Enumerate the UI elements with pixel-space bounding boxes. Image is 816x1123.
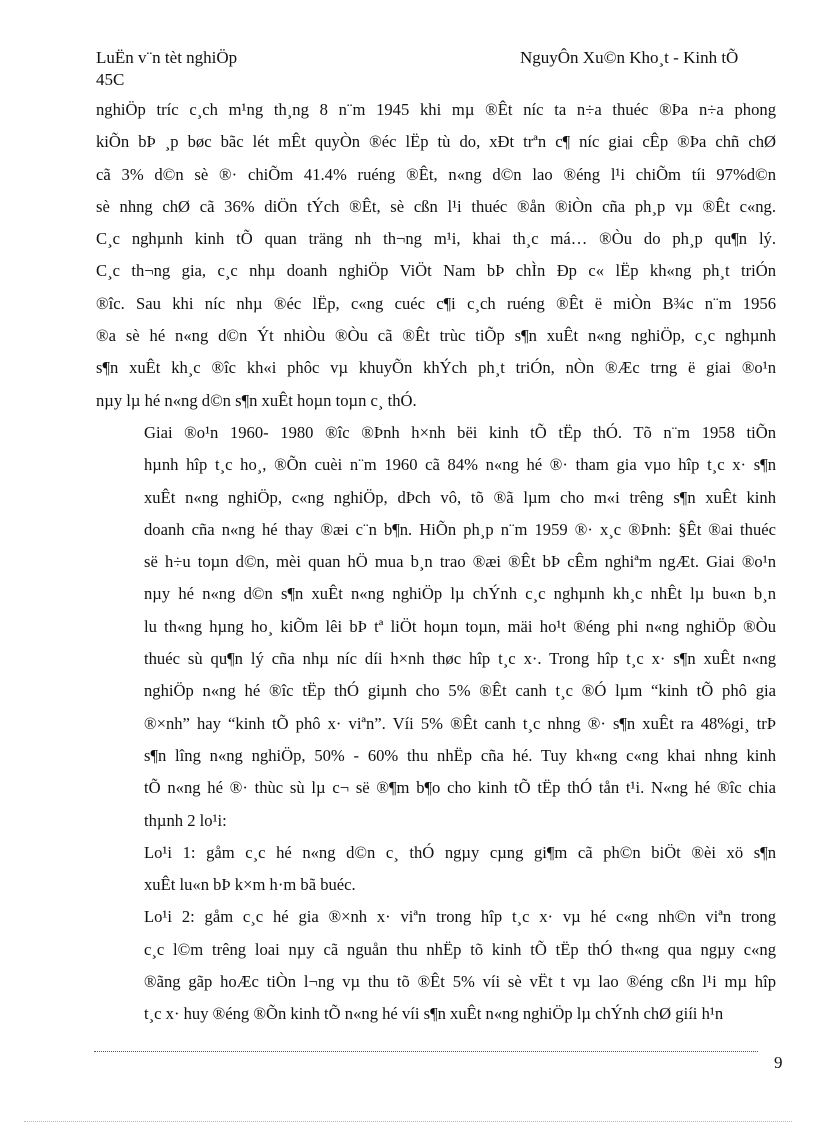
thesis-title: LuËn v¨n tèt nghiÖp: [96, 48, 238, 67]
paragraph-2: [96, 417, 776, 837]
footer-divider: [94, 1051, 758, 1052]
class-code: 45C: [96, 70, 125, 89]
text-line: nghiÖp tríc c¸ch m¹ng th¸ng 8 n¨m 1945 khi mµ ®Êt níc ta n÷a thuéc ®Þa n÷a phong: [96, 100, 776, 119]
page-number: 9: [774, 1053, 783, 1072]
text-line: s¶n xuÊt kh¸c ®îc kh«i phôc vµ khuyÕn khÝch ph¸t triÓn, nÒn ®Æc trng ë giai ®o¹n: [96, 358, 776, 378]
text-line: doanh cña n«ng hé thay ®æi c¨n b¶n. HiÕn ph¸p n¨m 1959 ®· x¸c ®Þnh: §Êt ®ai thuéc: [144, 519, 776, 539]
text-line: xuÊt lu«n bÞ k×m h·m bã buéc.: [144, 875, 356, 895]
paragraph-4: [96, 901, 776, 1030]
text-line: C¸c nghµnh kinh tÕ quan träng nh th¬ng m¹i, khai th¸c má… ®Òu do ph¸p qu¶n lý.: [96, 229, 776, 249]
text-line: kiÕn bÞ ¸p bøc bãc lét mÊt quyÒn ®éc lËp tù do, xÐt trªn c¶ níc giai cÊp ®Þa chñ chØ: [96, 132, 776, 152]
text-line: Lo¹i 2: gåm c¸c hé gia ®×nh x· viªn trong hîp t¸c x· vµ hé c«ng nh©n viªn trong: [144, 907, 776, 927]
text-line: lu th«ng hµng ho¸ kiÕm lêi bÞ tª liÖt hoµn toµn, mäi ho¹t ®éng phi n«ng nghiÖp ®Òu: [144, 616, 776, 636]
header-left: [96, 47, 237, 91]
body-text: [96, 94, 776, 1031]
text-line: Giai ®o¹n 1960- 1980 ®îc ®Þnh h×nh bëi kinh tÕ tËp thÓ. Tõ n¨m 1958 tiÕn: [144, 422, 776, 442]
text-line: tÕ n«ng hé ®· thùc sù lµ c¬ së ®¶m b¶o cho kinh tÕ tËp thÓ tån t¹i. N«ng hé ®îc chia: [144, 778, 776, 798]
text-line: C¸c th¬ng gia, c¸c nhµ doanh nghiÖp ViÖt Nam bÞ chÌn Ðp c« lËp kh«ng ph¸t triÓn: [96, 261, 776, 281]
text-line: c¸c l©m trêng loai nµy cã nguån thu nhËp tõ kinh tÕ tËp thÓ th«ng qua ngµy c«ng: [144, 939, 776, 959]
text-line: nµy lµ hé n«ng d©n s¶n xuÊt hoµn toµn c¸ thÓ.: [96, 390, 417, 410]
paragraph-1: [96, 94, 776, 417]
text-line: s¶n lîng n«ng nghiÖp, 50% - 60% thu nhËp cña hé. Tuy kh«ng c«ng khai nhng kinh: [144, 745, 776, 765]
text-line: nghiÖp n«ng hé ®îc tËp thÓ giµnh cho 5% ®Êt canh t¸c ®Ó lµm “kinh tÕ phô gia: [144, 681, 776, 701]
text-line: ®îc. Sau khi níc nhµ ®éc lËp, c«ng cuéc c¶i c¸ch ruéng ®Êt ë miÒn B¾c n¨m 1956: [96, 293, 776, 313]
text-line: së h÷u toµn d©n, mèi quan hÖ mua b¸n trao ®æi ®Êt bÞ cÊm nghiªm ngÆt. Giai ®o¹n: [144, 552, 776, 572]
text-line: xuÊt n«ng nghiÖp, c«ng nghiÖp, dÞch vô, tõ ®ã lµm cho m«i trêng s¶n xuÊt kinh: [144, 487, 776, 507]
text-line: cã 3% d©n sè ®· chiÕm 41.4% ruéng ®Êt, n«ng d©n lao ®éng l¹i chiÕm tíi 97%d©n: [96, 164, 776, 184]
text-line: Lo¹i 1: gåm c¸c hé n«ng d©n c¸ thÓ ngµy cµng gi¶m cã ph©n biÖt ®èi xö s¶n: [144, 842, 776, 862]
text-line: nµy hé n«ng d©n s¶n xuÊt n«ng nghiÖp lµ chÝnh c¸c nghµnh kh¸c nhÊt lµ bu«n b¸n: [144, 584, 776, 604]
author-name: NguyÔn Xu©n Kho¸t - Kinh tÕ: [520, 48, 739, 67]
text-line: ®×nh” hay “kinh tÕ phô x· viªn”. Víi 5% ®Êt canh t¸c nhng ®· s¶n xuÊt ra 48%gi¸ trÞ: [144, 713, 776, 733]
text-line: ®a sè hé n«ng d©n Ýt nhiÒu ®Òu cã ®Êt trùc tiÕp s¶n xuÊt n«ng nghiÖp, c¸c nghµnh: [96, 326, 776, 346]
text-line: sè nhng chØ cã 36% diÖn tÝch ®Êt, sè cßn l¹i thuéc ®ån ®iÒn cña ph¸p vµ ®Êt c«ng.: [96, 196, 776, 216]
paragraph-3: [96, 837, 776, 902]
text-line: thµnh 2 lo¹i:: [144, 810, 227, 830]
text-line: hµnh hîp t¸c ho¸, ®Õn cuèi n¨m 1960 cã 84% n«ng hé ®· tham gia vµo hîp t¸c x· s¶n: [144, 455, 776, 475]
text-line: thuéc sù qu¶n lý cña nhµ níc díi h×nh thøc hîp t¸c x·. Trong hîp t¸c x· s¶n xuÊt n«ng: [144, 649, 776, 669]
text-line: ®ãng gãp hoÆc tiÒn l¬ng vµ thu tõ ®Êt 5% víi sè vËt t vµ lao ®éng cßn l¹i mµ hîp: [144, 972, 776, 992]
page-bottom-divider: [24, 1121, 792, 1122]
text-line: t¸c x· huy ®éng ®Õn kinh tÕ n«ng hé víi s¶n xuÊt n«ng nghiÖp lµ chÝnh chØ giíi h¹n: [144, 1004, 724, 1024]
